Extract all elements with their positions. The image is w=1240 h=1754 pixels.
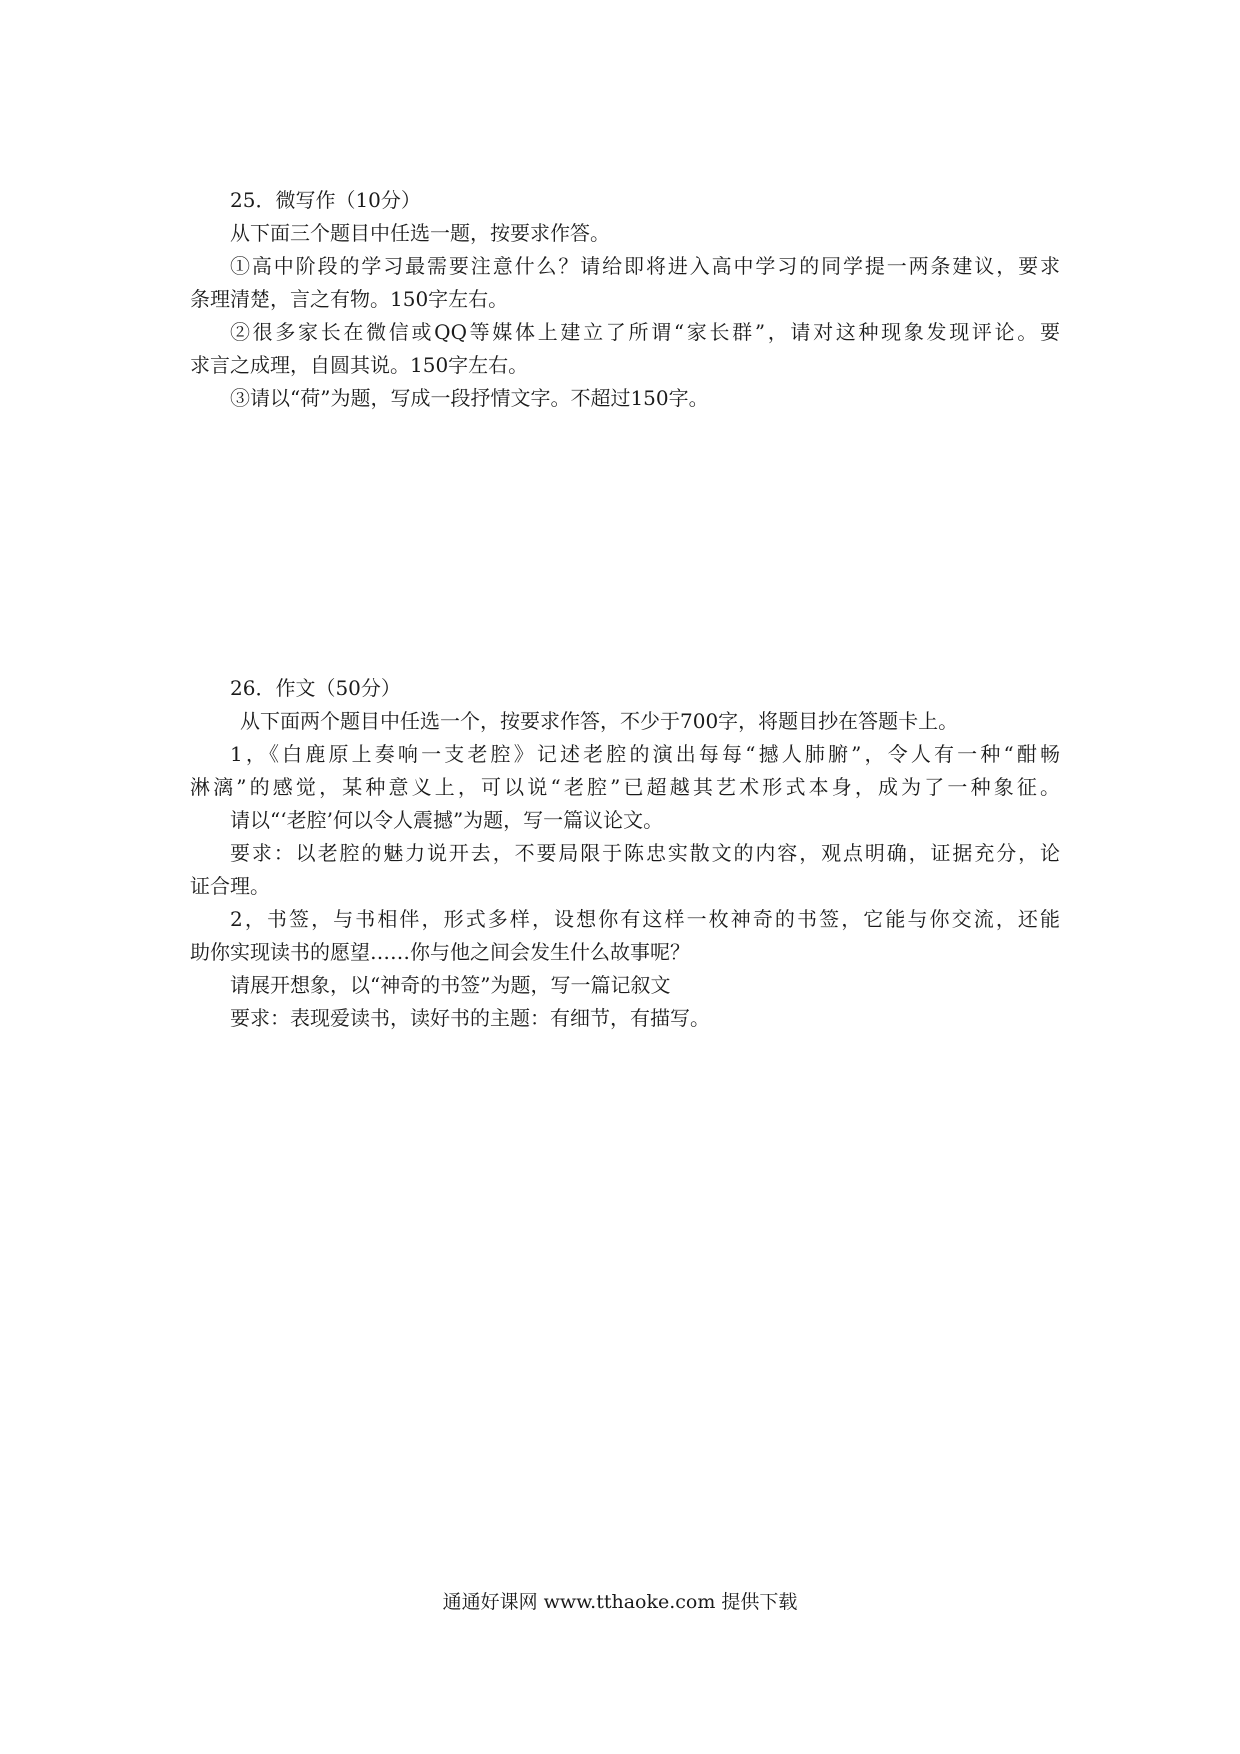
question-26-topic-1-requirement-line-2: 证合理。 (190, 874, 270, 898)
question-26 (190, 672, 1060, 1035)
page-footer: 通通好课网 www.tthaoke.com 提供下载 (442, 1591, 798, 1613)
question-26-topic-2-requirement: 要求：表现爱读书，读好书的主题：有细节，有描写。 (230, 1006, 710, 1030)
question-26-topic-1-requirement-line-1: 要求：以老腔的魅力说开去，不要局限于陈忠实散文的内容，观点明确，证据充分，论 (230, 841, 1060, 865)
question-25 (190, 184, 1060, 415)
question-26-topic-2-line-1: 2，书签，与书相伴，形式多样，设想你有这样一枚神奇的书签，它能与你交流，还能 (230, 907, 1060, 931)
question-25-option-3: ③请以“荷”为题，写成一段抒情文字。不超过150字。 (230, 386, 709, 410)
question-25-instruction: 从下面三个题目中任选一题，按要求作答。 (230, 221, 610, 245)
question-25-option-1-line-2: 条理清楚，言之有物。150字左右。 (190, 287, 509, 311)
question-26-topic-1-prompt: 请以“‘老腔’何以令人震撼”为题，写一篇议论文。 (230, 808, 664, 832)
question-26-heading: 26．作文（50分） (230, 676, 401, 700)
question-26-topic-2-prompt: 请展开想象，以“神奇的书签”为题，写一篇记叙文 (230, 973, 671, 997)
question-26-topic-2-line-2: 助你实现读书的愿望……你与他之间会发生什么故事呢？ (190, 940, 690, 964)
question-26-instruction: 从下面两个题目中任选一个，按要求作答，不少于700字，将题目抄在答题卡上。 (240, 709, 959, 733)
question-25-option-2-line-2: 求言之成理，自圆其说。150字左右。 (190, 353, 529, 377)
question-26-topic-1-line-1: 1，《白鹿原上奏响一支老腔》记述老腔的演出每每“撼人肺腑”，令人有一种“酣畅 (230, 742, 1060, 766)
question-26-topic-1-line-2: 淋漓”的感觉，某种意义上，可以说“老腔”已超越其艺术形式本身，成为了一种象征。 (190, 775, 1060, 799)
question-25-heading: 25．微写作（10分） (230, 188, 421, 212)
question-25-option-2-line-1: ②很多家长在微信或QQ等媒体上建立了所谓“家长群”，请对这种现象发现评论。要 (230, 320, 1060, 344)
question-25-option-1-line-1: ①高中阶段的学习最需要注意什么？请给即将进入高中学习的同学提一两条建议，要求 (230, 254, 1060, 278)
